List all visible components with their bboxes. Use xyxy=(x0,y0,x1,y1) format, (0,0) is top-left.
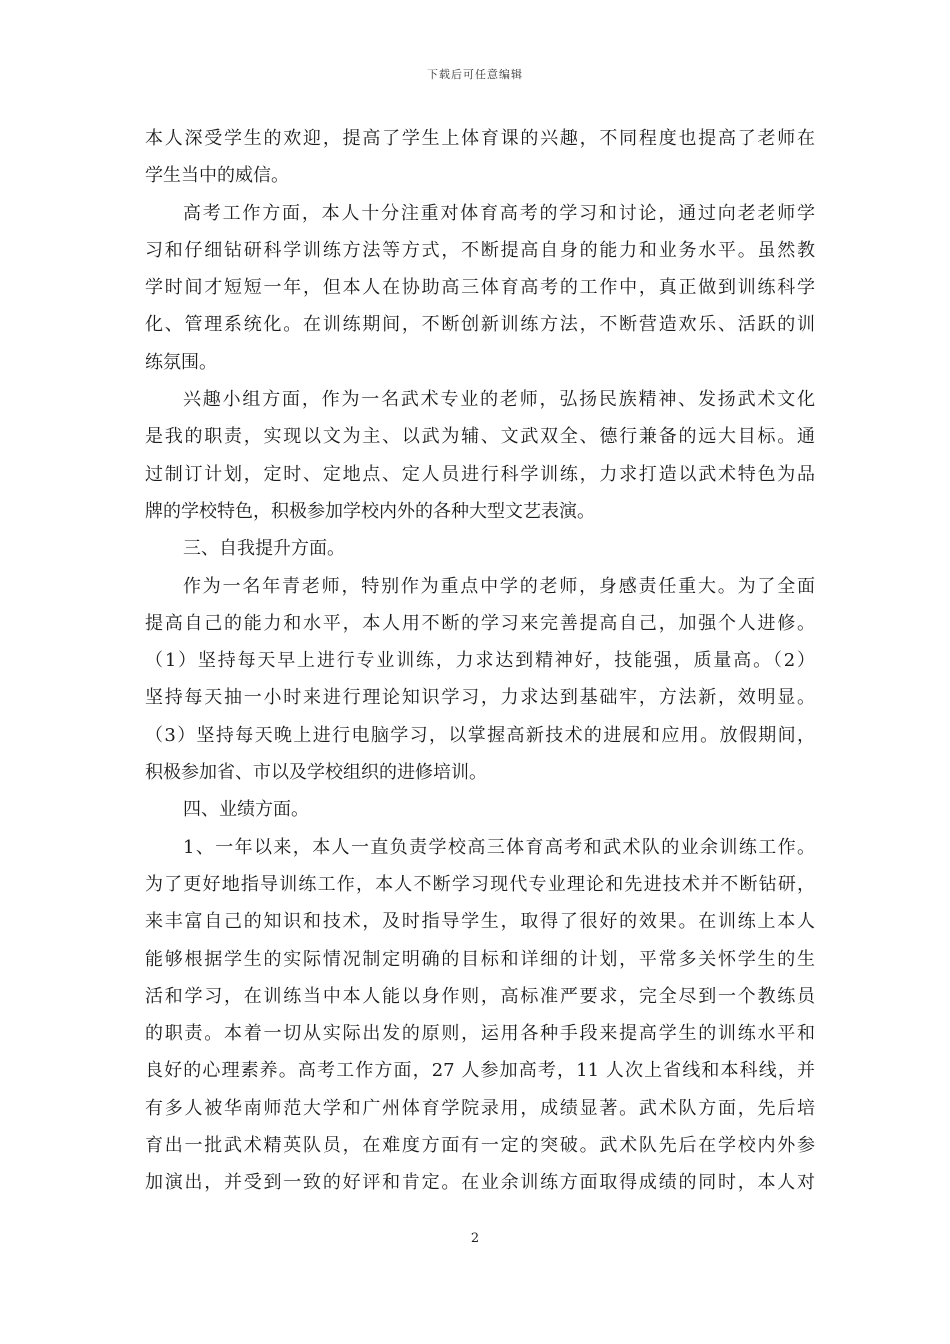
text-line: 高考工作方面，本人十分注重对体育高考的学习和讨论，通过向老老师学 xyxy=(183,202,815,224)
text-line: 学生当中的威信。 xyxy=(145,165,289,187)
text-line: 良好的心理素养。高考工作方面，27 人参加高考，11 人次上省线和本科线，并 xyxy=(145,1060,815,1082)
text-line: 有多人被华南师范大学和广州体育学院录用，成绩显著。武术队方面，先后培 xyxy=(145,1097,815,1119)
page-header: 下载后可任意编辑 xyxy=(427,68,523,81)
text-line: 的职责。本着一切从实际出发的原则，运用各种手段来提高学生的训练水平和 xyxy=(145,1023,815,1045)
text-line: 学时间才短短一年，但本人在协助高三体育高考的工作中，真正做到训练科学 xyxy=(145,277,815,299)
text-line: 本人深受学生的欢迎，提高了学生上体育课的兴趣，不同程度也提高了老师在 xyxy=(145,128,815,149)
text-line: 能够根据学生的实际情况制定明确的目标和详细的计划，平常多关怀学生的生 xyxy=(145,948,815,970)
text-line: 提高自己的能力和水平，本人用不断的学习来完善提高自己，加强个人进修。 xyxy=(145,612,815,634)
text-line: 育出一批武术精英队员，在难度方面有一定的突破。武术队先后在学校内外参 xyxy=(145,1135,815,1157)
text-line: 兴趣小组方面，作为一名武术专业的老师，弘扬民族精神、发扬武术文化 xyxy=(183,389,815,411)
text-line: 牌的学校特色，积极参加学校内外的各种大型文艺表演。 xyxy=(145,500,595,522)
text-line: 四、业绩方面。 xyxy=(183,799,309,821)
text-line: 习和仔细钻研科学训练方法等方式，不断提高自身的能力和业务水平。虽然教 xyxy=(145,239,815,261)
text-line: （1）坚持每天早上进行专业训练，力求达到精神好，技能强，质量高。（2） xyxy=(145,650,815,672)
text-line: 过制订计划，定时、定地点、定人员进行科学训练，力求打造以武术特色为品 xyxy=(145,463,815,485)
text-line: 为了更好地指导训练工作，本人不断学习现代专业理论和先进技术并不断钻研， xyxy=(145,873,815,895)
text-line: 是我的职责，实现以文为主、以武为辅、文武双全、德行兼备的远大目标。通 xyxy=(145,426,815,448)
text-line: 作为一名年青老师，特别作为重点中学的老师，身感责任重大。为了全面 xyxy=(183,575,815,597)
text-line: 三、自我提升方面。 xyxy=(183,538,345,560)
page-number: 2 xyxy=(470,1231,480,1246)
text-line: 练氛围。 xyxy=(145,351,217,373)
text-line: 积极参加省、市以及学校组织的进修培训。 xyxy=(145,762,487,784)
text-line: 1、一年以来，本人一直负责学校高三体育高考和武术队的业余训练工作。 xyxy=(183,836,815,858)
text-line: 化、管理系统化。在训练期间，不断创新训练方法，不断营造欢乐、活跃的训 xyxy=(145,314,815,336)
text-line: 加演出，并受到一致的好评和肯定。在业余训练方面取得成绩的同时，本人对 xyxy=(145,1172,815,1194)
body-text xyxy=(145,120,815,1202)
text-line: 活和学习，在训练当中本人能以身作则，高标准严要求，完全尽到一个教练员 xyxy=(145,985,815,1007)
text-line: 来丰富自己的知识和技术，及时指导学生，取得了很好的效果。在训练上本人 xyxy=(145,911,815,933)
text-line: （3）坚持每天晚上进行电脑学习，以掌握高新技术的进展和应用。放假期间， xyxy=(145,724,815,746)
text-line: 坚持每天抽一小时来进行理论知识学习，力求达到基础牢，方法新，效明显。 xyxy=(145,687,815,709)
